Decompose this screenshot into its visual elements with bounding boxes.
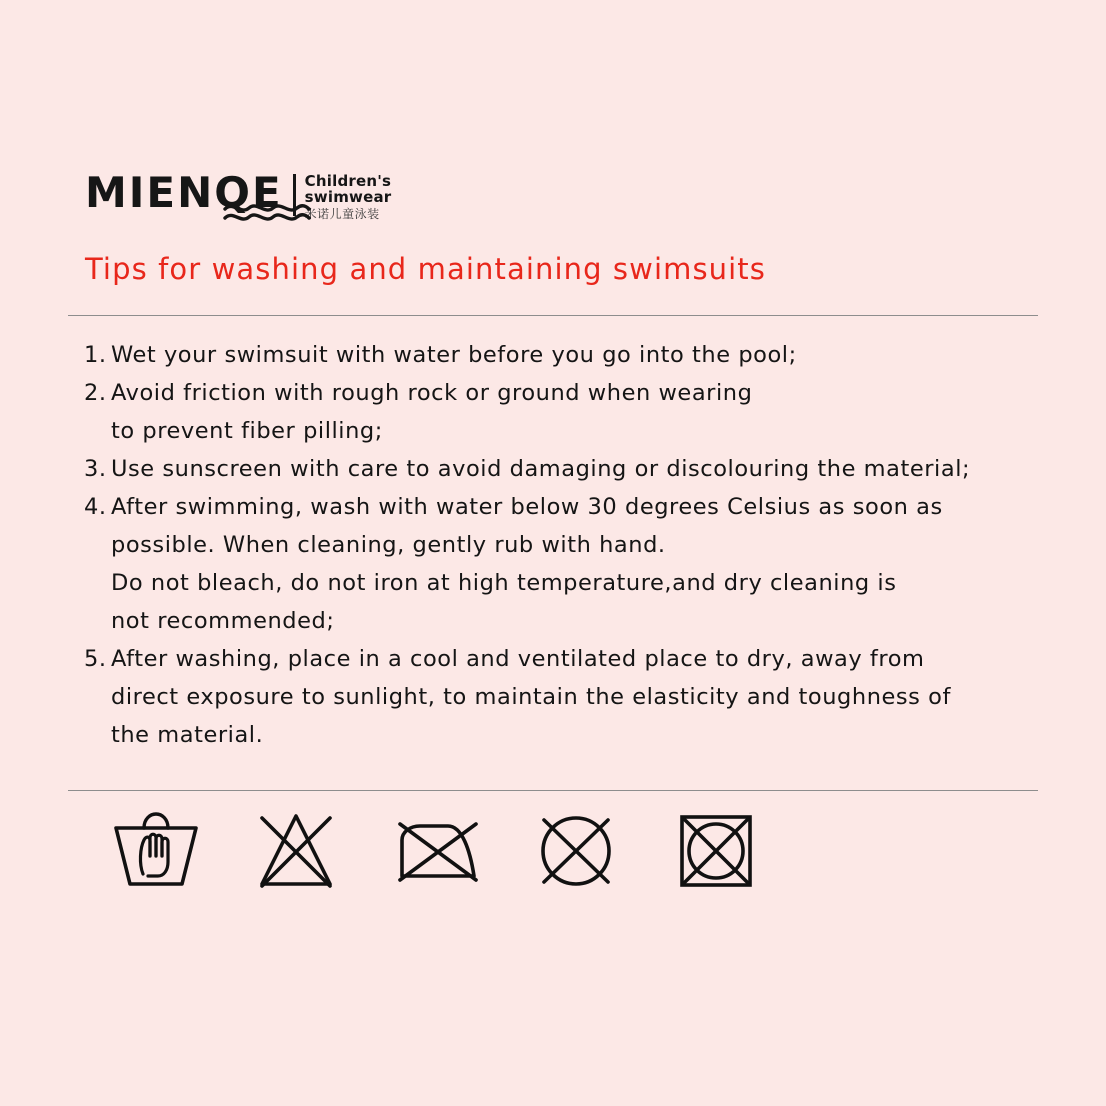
hand-wash-icon (110, 806, 202, 896)
do-not-tumble-dry-icon (530, 806, 622, 896)
list-item-text (111, 336, 1044, 374)
list-item-line: not recommended; (111, 608, 335, 634)
brand-tagline-line2: swimwear (304, 188, 392, 206)
list-item-line: the material. (111, 722, 264, 748)
do-not-iron-icon (390, 806, 482, 896)
page-title: Tips for washing and maintaining swimsuits (85, 252, 766, 286)
do-not-dry-clean-icon (670, 806, 762, 896)
list-item-line: possible. When cleaning, gently rub with hand. (111, 532, 666, 558)
list-item-number: 4. (84, 494, 107, 520)
list-item-line: Do not bleach, do not iron at high temperature,and dry cleaning is (111, 570, 897, 596)
list-item (84, 374, 1044, 450)
wave-icon (223, 202, 311, 224)
list-item (84, 336, 1044, 374)
list-item-text (111, 640, 1044, 754)
brand-tagline (305, 172, 392, 222)
list-item-number: 5. (84, 646, 107, 672)
list-item-text (111, 488, 1044, 640)
list-item (84, 450, 1044, 488)
list-item-text (111, 374, 1044, 450)
list-item-number: 3. (84, 456, 107, 482)
list-item (84, 488, 1044, 640)
list-item-line: to prevent fiber pilling; (111, 418, 383, 444)
list-item-text (111, 450, 1044, 488)
list-item-line: Avoid friction with rough rock or ground when wearing (111, 380, 753, 406)
list-item-number: 1. (84, 342, 107, 368)
care-symbols-row (110, 806, 790, 896)
list-item-line: direct exposure to sunlight, to maintain the elasticity and toughness of (111, 684, 951, 710)
list-item-number: 2. (84, 380, 107, 406)
do-not-bleach-icon (250, 806, 342, 896)
list-item (84, 640, 1044, 754)
divider-bottom (68, 790, 1038, 791)
brand-wordmark (85, 168, 283, 217)
list-item-line: After washing, place in a cool and ventilated place to dry, away from (111, 646, 925, 672)
brand-name: MIENQE (85, 168, 283, 217)
list-item-line: Wet your swimsuit with water before you go into the pool; (111, 342, 797, 368)
tips-list (84, 336, 1044, 754)
brand-tagline-chinese: 米诺儿童泳装 (304, 207, 380, 221)
brand-tagline-line1: Children's (304, 172, 392, 190)
divider-top (68, 315, 1038, 316)
list-item-line: Use sunscreen with care to avoid damaging or discolouring the material; (111, 456, 971, 482)
list-item-line: After swimming, wash with water below 30 degrees Celsius as soon as (111, 494, 943, 520)
brand-logo (85, 168, 392, 222)
